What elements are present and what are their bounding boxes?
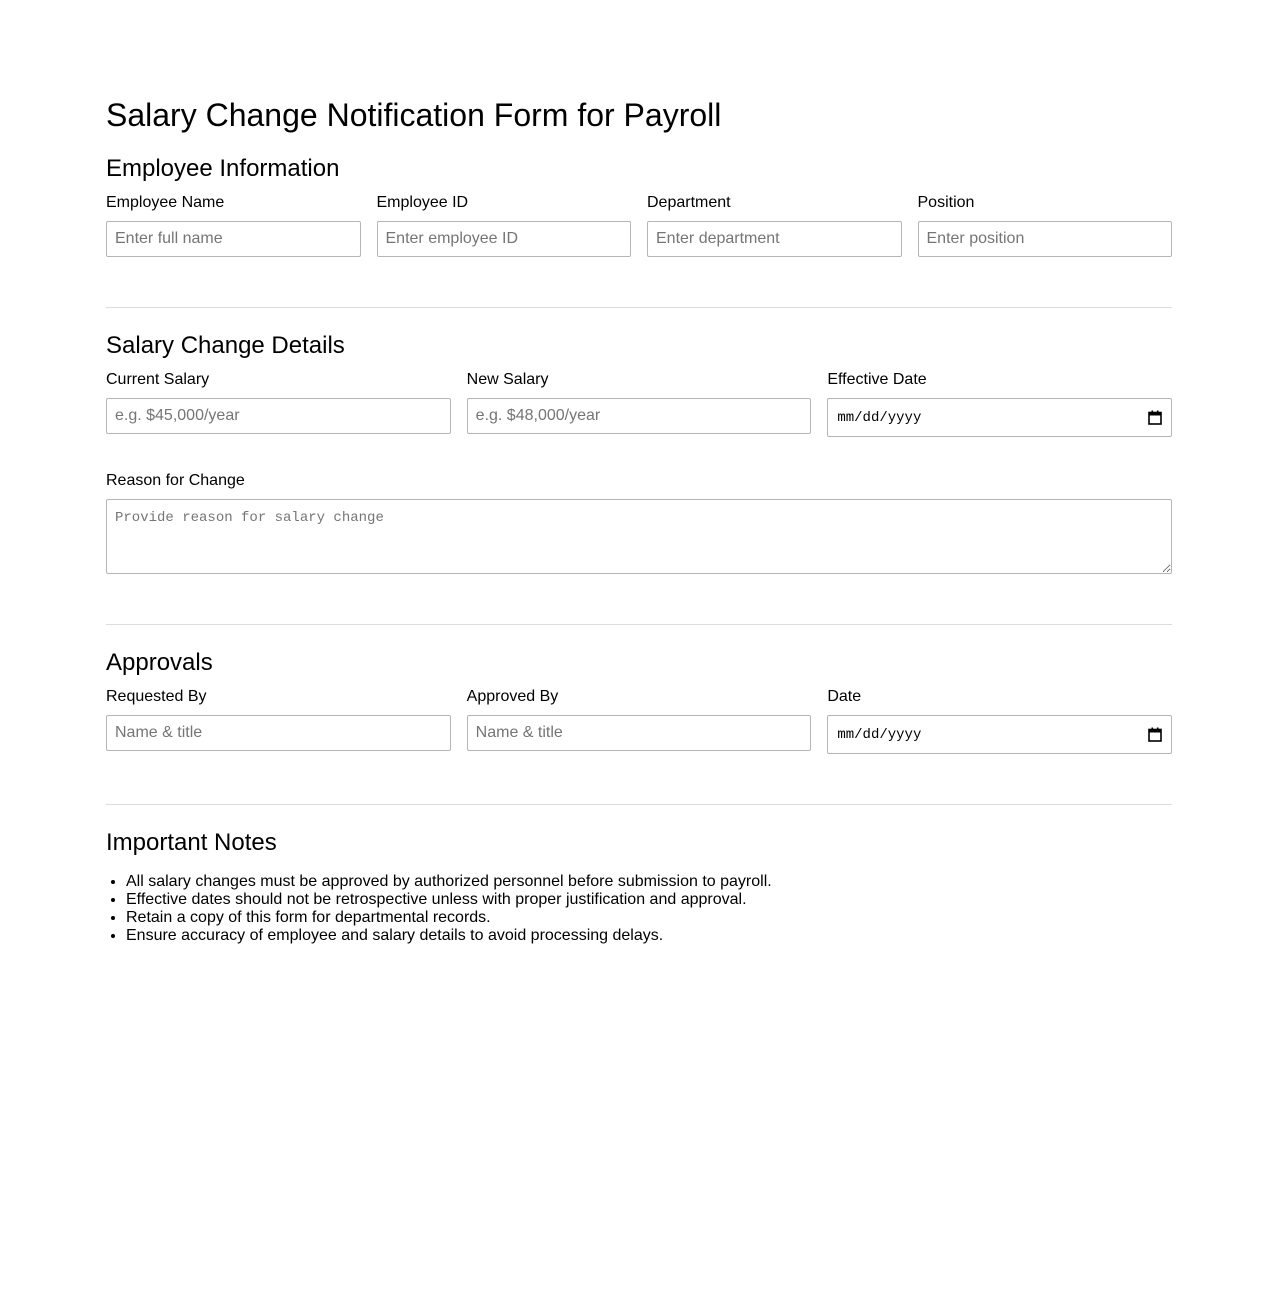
list-item: • All salary changes must be approved by authorized personnel before submission to payroll.: [126, 873, 1172, 891]
reason-field: [106, 472, 1172, 574]
employee-info-row: [106, 194, 1172, 257]
position-input[interactable]: [918, 221, 1173, 257]
employee-name-input[interactable]: [106, 221, 361, 257]
approved-by-field: [467, 688, 812, 754]
notes-list: [106, 873, 1172, 945]
list-item: • Effective dates should not be retrospective unless with proper justification and approval.: [126, 891, 1172, 909]
effective-date-field: [827, 371, 1172, 437]
position-label: Position: [917, 194, 975, 211]
department-field: [647, 194, 902, 257]
calendar-icon[interactable]: [1148, 727, 1162, 742]
current-salary-field: [106, 371, 451, 437]
notes-heading: Important Notes: [106, 829, 277, 856]
approvals-row: [106, 688, 1172, 754]
department-label: Department: [647, 194, 731, 211]
salary-details-row: [106, 371, 1172, 437]
approval-date-value: mm/dd/yyyy: [837, 726, 922, 743]
calendar-icon[interactable]: [1148, 410, 1162, 425]
approval-date-label: Date: [827, 688, 862, 705]
employee-name-field: [106, 194, 361, 257]
section-divider: [106, 624, 1172, 625]
employee-info-heading: Employee Information: [106, 155, 340, 182]
new-salary-input[interactable]: [467, 398, 812, 434]
page-title: Salary Change Notification Form for Payroll: [106, 97, 722, 133]
effective-date-label: Effective Date: [827, 371, 927, 388]
effective-date-value: mm/dd/yyyy: [837, 409, 922, 426]
salary-details-heading: Salary Change Details: [106, 332, 345, 359]
section-divider: [106, 307, 1172, 308]
department-input[interactable]: [647, 221, 902, 257]
new-salary-label: New Salary: [466, 371, 549, 388]
position-field: [918, 194, 1173, 257]
employee-name-label: Employee Name: [106, 194, 225, 211]
section-divider: [106, 804, 1172, 805]
requested-by-label: Requested By: [106, 688, 207, 705]
employee-id-field: [377, 194, 632, 257]
new-salary-field: [467, 371, 812, 437]
current-salary-label: Current Salary: [106, 371, 210, 388]
approval-date-input[interactable]: [827, 715, 1172, 754]
requested-by-field: [106, 688, 451, 754]
list-item: • Retain a copy of this form for departmental records.: [126, 909, 1172, 927]
current-salary-input[interactable]: [106, 398, 451, 434]
effective-date-input[interactable]: [827, 398, 1172, 437]
reason-label: Reason for Change: [106, 472, 245, 489]
salary-change-form: [106, 0, 1172, 945]
approval-date-field: [827, 688, 1172, 754]
employee-id-input[interactable]: [377, 221, 632, 257]
employee-id-label: Employee ID: [376, 194, 469, 211]
approved-by-input[interactable]: [467, 715, 812, 751]
requested-by-input[interactable]: [106, 715, 451, 751]
reason-textarea[interactable]: [106, 499, 1172, 574]
approvals-heading: Approvals: [106, 649, 213, 676]
approved-by-label: Approved By: [466, 688, 559, 705]
list-item: • Ensure accuracy of employee and salary details to avoid processing delays.: [126, 927, 1172, 945]
